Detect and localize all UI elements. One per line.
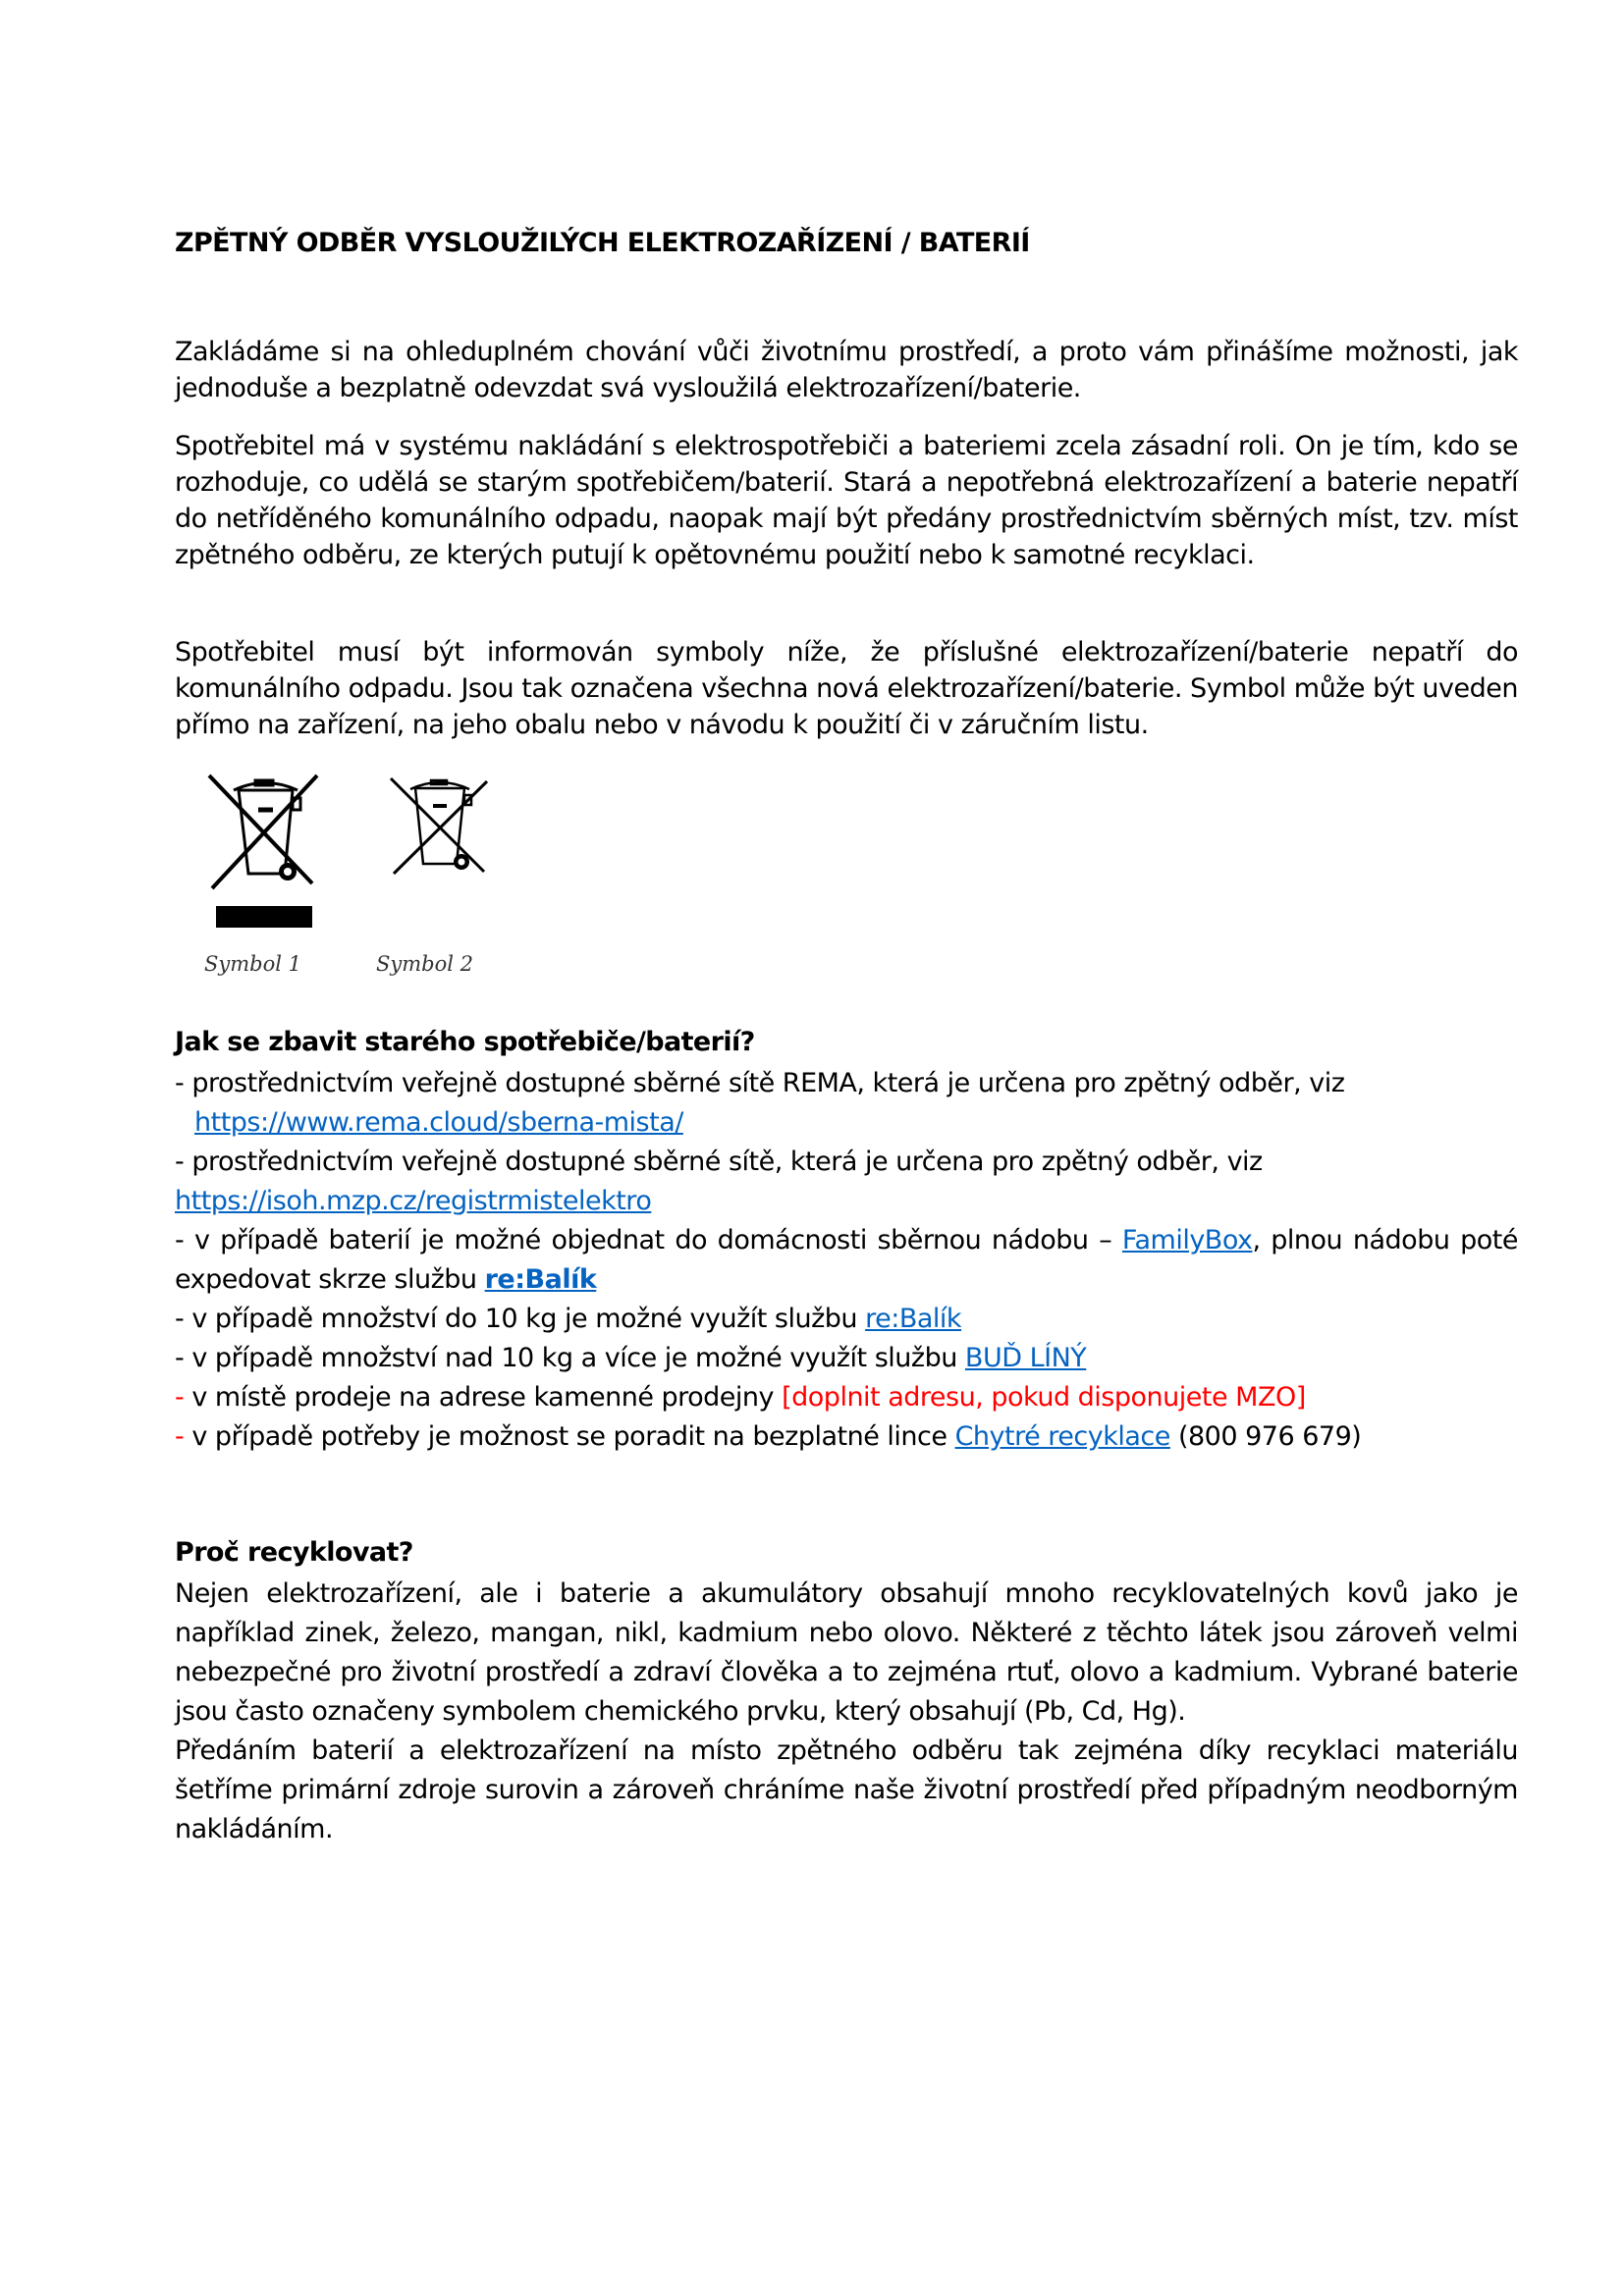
how-to-heading: Jak se zbavit starého spotřebiče/baterií? [175,1027,755,1057]
list-item-text: v případě baterií je možné objednat do domácnosti sběrnou nádobu – [193,1225,1112,1255]
why-paragraph-1: Nejen elektrozařízení, ale i baterie a akumulátory obsahují mnoho recyklovatelných kovů jako je například zinek, železo, mangan, nikl, kadmium nebo olovo. Některé z těchto látek jsou zároveň velmi nebezpečné pro životní prostředí a zdraví člověka a to zejména rtuť, olovo a kadmium. Vybrané baterie jsou často označeny symbolem chemického prvku, který obsahují (Pb, Cd, Hg). [175,1578,1518,1727]
list-item-text: , plnou nádobu poté expedovat skrze službu [175,1225,1519,1295]
intro-paragraph: Zakládáme si na ohleduplném chování vůči životnímu prostředí, a proto vám přinášíme možnosti, jak jednoduše a bezplatně odevzdat svá vysloužilá elektrozařízení/baterie. [175,337,1518,403]
rebalik-link-bold[interactable]: re:Balík [484,1264,597,1295]
list-item [175,1339,1518,1378]
page-title: ZPĚTNÝ ODBĚR VYSLOUŽILÝCH ELEKTROZAŘÍZENÍ / BATERIÍ [175,228,1030,258]
list-item [175,1064,1518,1143]
rema-link[interactable]: https://www.rema.cloud/sberna-mista/ [194,1107,683,1138]
list-item-text: v místě prodeje na adrese kamenné prodejny [191,1382,775,1413]
symbols-info-paragraph: Spotřebitel musí být informován symboly níže, že příslušné elektrozařízení/baterie nepatří do komunálního odpadu. Jsou tak označena všechna nová elektrozařízení/baterie. Symbol může být uveden přímo na zařízení, na jeho obalu nebo v návodu k použití či v záručním listu. [175,637,1518,740]
why-recycle-heading: Proč recyklovat? [175,1537,413,1568]
crossed-out-wheelie-bin-icon [386,774,494,885]
why-recycle-body [175,1575,1518,1849]
list-item-text: v případě potřeby je možnost se poradit na bezplatné lince [191,1421,947,1452]
familybox-link[interactable]: FamilyBox [1121,1225,1253,1255]
symbol-2-caption: Symbol 2 [376,952,474,976]
rebalik-link[interactable]: re:Balík [865,1304,962,1334]
list-item [175,1221,1518,1300]
bud-liny-link[interactable]: BUĎ LÍNÝ [964,1343,1087,1373]
symbol-1-caption: Symbol 1 [204,952,302,976]
list-dash: - [175,1382,185,1413]
chytre-recyklace-link[interactable]: Chytré recyklace [954,1421,1170,1452]
list-item [175,1378,1518,1417]
list-item-text: prostřednictvím veřejně dostupné sběrné sítě REMA, která je určena pro zpětný odběr, viz [191,1068,1345,1098]
why-paragraph-2: Předáním baterií a elektrozařízení na místo zpětného odběru tak zejména díky recyklaci materiálu šetříme primární zdroje surovin a zároveň chráníme naše životní prostředí před případným neodborným nakládáním. [175,1735,1518,1844]
crossed-out-wheelie-bin-with-bar-icon [204,771,322,932]
list-dash: - [175,1421,185,1452]
list-dash: - [175,1304,185,1334]
list-dash: - [175,1343,185,1373]
list-item-text: v případě množství nad 10 kg a více je možné využít službu [191,1343,957,1373]
list-item [175,1417,1518,1457]
symbols-figure [175,726,764,991]
list-dash: - [175,1147,185,1177]
list-item-text: v případě množství do 10 kg je možné využít službu [191,1304,858,1334]
list-item-text: prostřednictvím veřejně dostupné sběrné sítě, která je určena pro zpětný odběr, viz [191,1147,1263,1177]
consumer-role-paragraph: Spotřebitel má v systému nakládání s elektrospotřebiči a bateriemi zcela zásadní roli. On je tím, kdo se rozhoduje, co udělá se starým spotřebičem/baterií. Stará a nepotřebná elektrozařízení a baterie nepatří do netříděného komunálního odpadu, naopak mají být předány prostřednictvím sběrných míst, tzv. míst zpětného odběru, ze kterých putují k opětovnému použití nebo k samotné recyklaci. [175,431,1518,570]
placeholder-note: [doplnit adresu, pokud disponujete MZO] [782,1382,1306,1413]
hotline-number: (800 976 679) [1177,1421,1362,1452]
isoh-link[interactable]: https://isoh.mzp.cz/registrmistelektro [175,1186,652,1216]
list-dash: - [175,1068,185,1098]
list-item [175,1300,1518,1339]
disposal-options-list [175,1064,1518,1457]
list-item [175,1143,1518,1221]
list-dash: - [175,1225,185,1255]
